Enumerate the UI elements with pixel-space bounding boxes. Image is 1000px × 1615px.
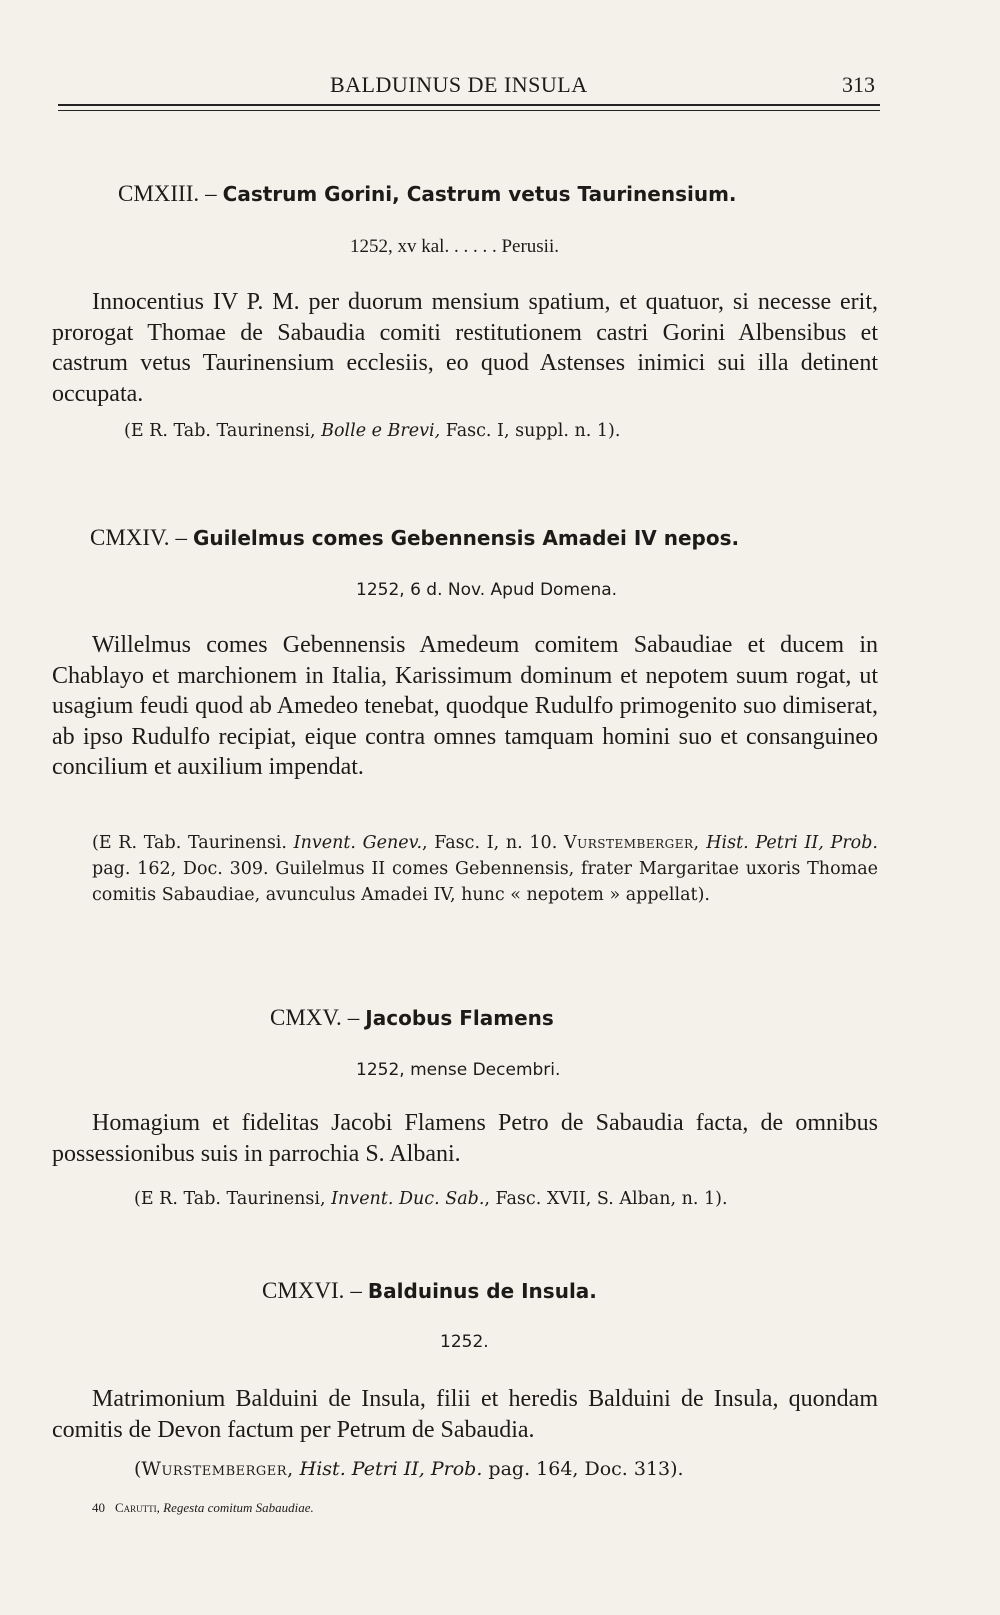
source-text: , Fasc. I, n. 10. <box>422 833 564 853</box>
footer-signature-line <box>92 1500 314 1516</box>
footer-work: Regesta comitum Sabaudiae. <box>163 1500 314 1515</box>
source-text: (E R. Tab. Taurinensi, <box>134 1189 332 1209</box>
entry-text: Homagium et fidelitas Jacobi Flamens Petro de Sabaudia facta, de omnibus possessionibus suis in parrochia S. Albani. <box>52 1110 878 1167</box>
entry-number: CMXVI. <box>262 1278 345 1303</box>
source-title: Invent. Genev. <box>293 833 423 853</box>
entry-text: Matrimonium Balduini de Insula, filii et heredis Balduini de Insula, quondam comitis de Devon factum per Petrum de Sabaudia. <box>52 1386 878 1443</box>
source-text: pag. 162, Doc. 309. Guilelmus II comes Gebennensis, frater Margaritae uxoris Thomae comitis Sabaudiae, avunculus Amadei IV, hunc « nepotem » appellat). <box>92 859 878 905</box>
entry-title: Castrum Gorini, Castrum vetus Taurinensium. <box>222 182 737 206</box>
header-rule-thin <box>58 110 880 111</box>
running-head-title: BALDUINUS DE INSULA <box>330 72 588 97</box>
entry-text: Willelmus comes Gebennensis Amedeum comitem Sabaudiae et ducem in Chablayo et marchionem in Italia, Karissimum dominum et nepotem suum rogat, ut usagium feudi quod ab Amedeo tenebat, quodque Rudulfo primogenito suo dimiserat, ab ipso Rudulfo recipiat, eique contra omnes tamquam homini suo et consanguineo concilium et auxilium impendat. <box>52 632 878 780</box>
entry-source <box>134 1456 880 1482</box>
entry-number: CMXIII. <box>118 181 200 206</box>
source-text: (E R. Tab. Taurinensi, <box>124 421 322 441</box>
entry-number: CMXIV. <box>90 525 170 550</box>
footer-author: Carutti, <box>115 1500 160 1515</box>
entry-date: 1252. <box>440 1332 489 1352</box>
heading-separator: – <box>175 525 187 550</box>
entry-title: Jacobus Flamens <box>365 1006 554 1030</box>
entry-heading <box>118 181 737 207</box>
source-title: Bolle e Brevi, <box>321 421 441 441</box>
heading-separator: – <box>347 1005 360 1030</box>
entry-source <box>92 830 878 908</box>
entry-text: Innocentius IV P. M. per duorum mensium spatium, et quatuor, si necesse erit, prorogat Thomae de Sabaudia comiti restitutionem castri Gorini Albensibus et castrum vetus Taurinensium ecclesiis, eo quod Astenses inimici sui illa detinent occupata. <box>52 289 878 407</box>
entry-heading <box>270 1005 554 1031</box>
running-head <box>0 72 1000 102</box>
source-text: ( <box>134 1458 142 1480</box>
heading-separator: – <box>350 1278 362 1303</box>
source-text: , Fasc. XVII, S. Alban, n. 1). <box>484 1189 728 1209</box>
entry-heading <box>90 525 739 551</box>
source-text: (E R. Tab. Taurinensi. <box>92 833 294 853</box>
source-text: pag. 164, Doc. 313). <box>482 1458 684 1480</box>
entry-source <box>124 418 884 444</box>
source-text: Fasc. I, suppl. n. 1). <box>440 421 621 441</box>
source-title: Invent. Duc. Sab. <box>331 1189 485 1209</box>
source-title: Hist. Petri II, Prob. <box>299 1458 483 1480</box>
source-title: Hist. Petri II, Prob. <box>706 833 878 853</box>
heading-separator: – <box>205 181 217 206</box>
source-author: Vurstemberger, <box>563 833 700 853</box>
source-author: Wurstemberger, <box>141 1458 294 1480</box>
entry-date: 1252, 6 d. Nov. Apud Domena. <box>356 580 618 600</box>
entry-source <box>134 1186 880 1212</box>
header-rule-thick <box>58 104 880 106</box>
entry-date: 1252, mense Decembri. <box>356 1060 561 1080</box>
entry-date: 1252, xv kal. . . . . . Perusii. <box>350 236 559 257</box>
entry-number: CMXV. <box>270 1005 342 1030</box>
gathering-number: 40 <box>92 1500 105 1515</box>
entry-title: Balduinus de Insula. <box>367 1279 597 1303</box>
entry-title: Guilelmus comes Gebennensis Amadei IV nepos. <box>192 526 740 550</box>
page-number: 313 <box>842 72 875 97</box>
entry-heading <box>262 1278 597 1304</box>
